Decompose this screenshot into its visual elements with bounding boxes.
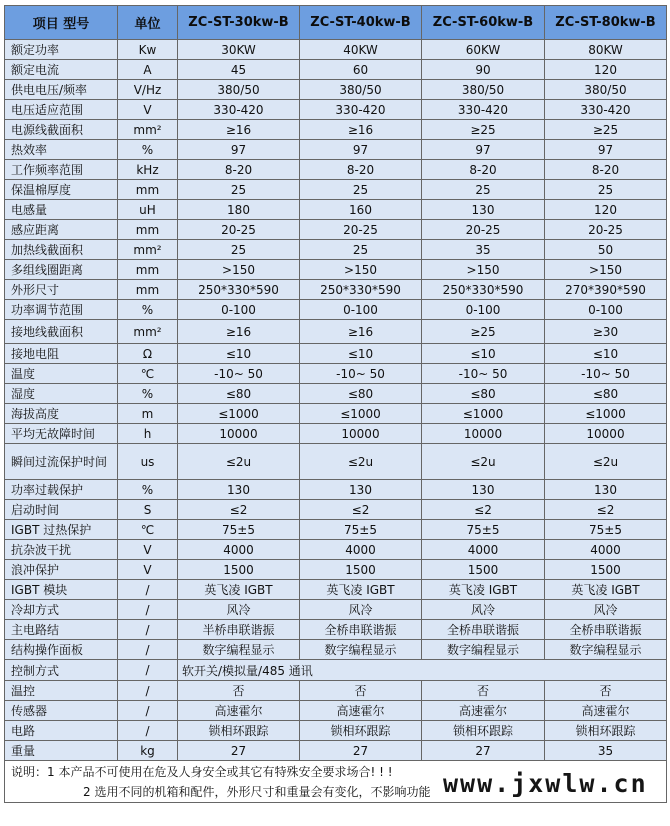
- table-row: [5, 520, 667, 540]
- header-model-2: ZC-ST-40kw-B: [300, 6, 422, 40]
- row-value: 80KW: [545, 40, 667, 60]
- row-value: ≥25: [422, 320, 545, 344]
- row-item: 接地线截面积: [5, 320, 118, 344]
- row-value: ≤2: [422, 500, 545, 520]
- row-value: >150: [178, 260, 300, 280]
- table-row: [5, 260, 667, 280]
- row-value: 否: [545, 681, 667, 701]
- row-value: 250*330*590: [178, 280, 300, 300]
- row-value: 1500: [422, 560, 545, 580]
- row-value: 4000: [545, 540, 667, 560]
- row-value: 45: [178, 60, 300, 80]
- watermark: www.jxwlw.cn: [443, 769, 648, 798]
- row-value: 250*330*590: [300, 280, 422, 300]
- row-value: 高速霍尔: [545, 701, 667, 721]
- table-row: [5, 444, 667, 480]
- row-item: 启动时间: [5, 500, 118, 520]
- row-value: -10~ 50: [300, 364, 422, 384]
- row-unit: %: [118, 384, 178, 404]
- row-item: 电压适应范围: [5, 100, 118, 120]
- row-value: 380/50: [545, 80, 667, 100]
- row-item: 主电路结: [5, 620, 118, 640]
- row-value: 97: [300, 140, 422, 160]
- row-value: 0-100: [422, 300, 545, 320]
- row-value: -10~ 50: [422, 364, 545, 384]
- row-unit: A: [118, 60, 178, 80]
- row-unit: mm²: [118, 320, 178, 344]
- row-value: >150: [545, 260, 667, 280]
- row-value: ≥16: [178, 320, 300, 344]
- row-value: 1500: [545, 560, 667, 580]
- row-value: 25: [178, 180, 300, 200]
- row-value: 否: [178, 681, 300, 701]
- row-value: 4000: [178, 540, 300, 560]
- row-value: 270*390*590: [545, 280, 667, 300]
- row-value: 25: [300, 180, 422, 200]
- row-value: ≤10: [422, 344, 545, 364]
- row-value: 25: [300, 240, 422, 260]
- table-row: [5, 721, 667, 741]
- row-value: 130: [422, 480, 545, 500]
- row-value: 否: [300, 681, 422, 701]
- row-item: 热效率: [5, 140, 118, 160]
- row-unit: /: [118, 620, 178, 640]
- row-value: 1500: [178, 560, 300, 580]
- row-value: 风冷: [422, 600, 545, 620]
- header-model-4: ZC-ST-80kw-B: [545, 6, 667, 40]
- row-value: 锁相环跟踪: [300, 721, 422, 741]
- table-row: [5, 640, 667, 660]
- row-unit: mm: [118, 220, 178, 240]
- row-value: 25: [422, 180, 545, 200]
- row-value: >150: [300, 260, 422, 280]
- row-value: 半桥串联谐振: [178, 620, 300, 640]
- header-model-1: ZC-ST-30kw-B: [178, 6, 300, 40]
- row-value: ≥25: [422, 120, 545, 140]
- row-value: 97: [178, 140, 300, 160]
- row-unit: V: [118, 100, 178, 120]
- row-value: ≤10: [178, 344, 300, 364]
- row-value: 英飞凌 IGBT: [545, 580, 667, 600]
- row-value: 50: [545, 240, 667, 260]
- table-row: [5, 300, 667, 320]
- row-value: 数字编程显示: [300, 640, 422, 660]
- row-unit: /: [118, 600, 178, 620]
- row-item: 冷却方式: [5, 600, 118, 620]
- row-unit: /: [118, 580, 178, 600]
- table-row: [5, 560, 667, 580]
- row-value: ≥30: [545, 320, 667, 344]
- row-item: 湿度: [5, 384, 118, 404]
- table-row: [5, 580, 667, 600]
- table-row: [5, 100, 667, 120]
- row-unit: /: [118, 660, 178, 681]
- table-row: [5, 344, 667, 364]
- table-row: [5, 220, 667, 240]
- row-unit: %: [118, 480, 178, 500]
- row-value: ≤2u: [300, 444, 422, 480]
- row-value: 高速霍尔: [178, 701, 300, 721]
- table-row: [5, 701, 667, 721]
- row-value: -10~ 50: [178, 364, 300, 384]
- row-value: 数字编程显示: [422, 640, 545, 660]
- row-value: 0-100: [300, 300, 422, 320]
- table-row: [5, 364, 667, 384]
- row-value: 25: [545, 180, 667, 200]
- row-value: 180: [178, 200, 300, 220]
- table-row: [5, 540, 667, 560]
- row-value: ≤1000: [422, 404, 545, 424]
- row-value: 130: [545, 480, 667, 500]
- row-value: 35: [422, 240, 545, 260]
- row-item: 平均无故障时间: [5, 424, 118, 444]
- row-value: ≤2u: [545, 444, 667, 480]
- row-value: 25: [178, 240, 300, 260]
- row-unit: mm: [118, 260, 178, 280]
- row-value: -10~ 50: [545, 364, 667, 384]
- row-value: 高速霍尔: [300, 701, 422, 721]
- row-value: ≤1000: [300, 404, 422, 424]
- table-row: [5, 620, 667, 640]
- row-value: 380/50: [178, 80, 300, 100]
- row-item: IGBT 模块: [5, 580, 118, 600]
- row-item: 浪冲保护: [5, 560, 118, 580]
- row-value: 130: [178, 480, 300, 500]
- row-value: 27: [422, 741, 545, 761]
- row-value: ≤1000: [178, 404, 300, 424]
- row-item: 结构操作面板: [5, 640, 118, 660]
- table-row: [5, 320, 667, 344]
- row-value: 英飞凌 IGBT: [422, 580, 545, 600]
- row-item: 抗杂波干扰: [5, 540, 118, 560]
- row-unit: Ω: [118, 344, 178, 364]
- row-value: ≤80: [422, 384, 545, 404]
- row-value: 8-20: [300, 160, 422, 180]
- row-value: ≤1000: [545, 404, 667, 424]
- row-unit: us: [118, 444, 178, 480]
- row-value: 330-420: [178, 100, 300, 120]
- row-value: 60: [300, 60, 422, 80]
- row-value: ≤80: [300, 384, 422, 404]
- row-unit: V: [118, 560, 178, 580]
- row-value: 75±5: [422, 520, 545, 540]
- row-value: ≤2u: [422, 444, 545, 480]
- row-value: 锁相环跟踪: [422, 721, 545, 741]
- row-unit: /: [118, 640, 178, 660]
- table-row: [5, 280, 667, 300]
- row-unit: kg: [118, 741, 178, 761]
- row-item: 重量: [5, 741, 118, 761]
- row-item: 温度: [5, 364, 118, 384]
- row-item: 额定功率: [5, 40, 118, 60]
- row-value: 130: [300, 480, 422, 500]
- row-unit: V/Hz: [118, 80, 178, 100]
- row-value: ≤80: [545, 384, 667, 404]
- row-value: ≤2: [178, 500, 300, 520]
- row-item: 外形尺寸: [5, 280, 118, 300]
- row-value: 10000: [178, 424, 300, 444]
- row-item: 加热线截面积: [5, 240, 118, 260]
- row-value: 10000: [300, 424, 422, 444]
- row-value: 锁相环跟踪: [178, 721, 300, 741]
- row-unit: m: [118, 404, 178, 424]
- row-value: ≤2u: [178, 444, 300, 480]
- row-value: 40KW: [300, 40, 422, 60]
- row-unit: mm²: [118, 240, 178, 260]
- row-value: 风冷: [545, 600, 667, 620]
- row-value: ≤10: [300, 344, 422, 364]
- row-value: ≥16: [178, 120, 300, 140]
- row-unit: ℃: [118, 364, 178, 384]
- row-item: 温控: [5, 681, 118, 701]
- row-item: 控制方式: [5, 660, 118, 681]
- table-row: [5, 424, 667, 444]
- row-item: 多组线圈距离: [5, 260, 118, 280]
- row-item: 接地电阻: [5, 344, 118, 364]
- table-row: [5, 741, 667, 761]
- table-row: [5, 160, 667, 180]
- table-row: [5, 180, 667, 200]
- row-value: 数字编程显示: [545, 640, 667, 660]
- table-row: [5, 60, 667, 80]
- row-value: 130: [422, 200, 545, 220]
- row-value: 97: [545, 140, 667, 160]
- row-unit: mm: [118, 180, 178, 200]
- row-value: 10000: [422, 424, 545, 444]
- row-item: 工作频率范围: [5, 160, 118, 180]
- row-value: 60KW: [422, 40, 545, 60]
- row-value: 20-25: [545, 220, 667, 240]
- header-row: [5, 6, 667, 40]
- row-value: ≤2: [545, 500, 667, 520]
- row-item: 电源线截面积: [5, 120, 118, 140]
- header-item: 项目 型号: [5, 6, 118, 40]
- row-unit: /: [118, 701, 178, 721]
- row-value: 英飞凌 IGBT: [178, 580, 300, 600]
- row-value: 4000: [300, 540, 422, 560]
- row-item: 保温棉厚度: [5, 180, 118, 200]
- row-item: 海拔高度: [5, 404, 118, 424]
- row-value: 20-25: [300, 220, 422, 240]
- note-line-1: 说明：1 本产品不可使用在危及人身安全或其它有特殊安全要求场合! ! !: [11, 764, 393, 779]
- row-item: 感应距离: [5, 220, 118, 240]
- row-value: 0-100: [545, 300, 667, 320]
- row-item: 功率调节范围: [5, 300, 118, 320]
- row-value: 1500: [300, 560, 422, 580]
- row-value: 30KW: [178, 40, 300, 60]
- table-row: [5, 120, 667, 140]
- row-value: 8-20: [422, 160, 545, 180]
- table-row: [5, 500, 667, 520]
- row-value: 75±5: [178, 520, 300, 540]
- row-value: 8-20: [178, 160, 300, 180]
- row-value: 250*330*590: [422, 280, 545, 300]
- row-value: 风冷: [300, 600, 422, 620]
- table-row: [5, 480, 667, 500]
- spec-table: [4, 5, 667, 803]
- row-value: 75±5: [545, 520, 667, 540]
- row-unit: uH: [118, 200, 178, 220]
- table-header: [5, 6, 667, 40]
- row-value: ≤10: [545, 344, 667, 364]
- table-row: [5, 600, 667, 620]
- table-row: [5, 80, 667, 100]
- row-value: 97: [422, 140, 545, 160]
- row-item: 供电电压/频率: [5, 80, 118, 100]
- row-value: 4000: [422, 540, 545, 560]
- row-unit: %: [118, 140, 178, 160]
- row-value: 35: [545, 741, 667, 761]
- row-item: 功率过载保护: [5, 480, 118, 500]
- row-value: 20-25: [422, 220, 545, 240]
- row-unit: mm: [118, 280, 178, 300]
- row-item: 额定电流: [5, 60, 118, 80]
- row-value: 英飞凌 IGBT: [300, 580, 422, 600]
- row-value: >150: [422, 260, 545, 280]
- row-unit: ℃: [118, 520, 178, 540]
- header-unit: 单位: [118, 6, 178, 40]
- table-row: [5, 404, 667, 424]
- row-value: 全桥串联谐振: [545, 620, 667, 640]
- row-unit: kHz: [118, 160, 178, 180]
- row-value: 27: [178, 741, 300, 761]
- row-unit: mm²: [118, 120, 178, 140]
- row-value: 8-20: [545, 160, 667, 180]
- row-unit: /: [118, 721, 178, 741]
- table-row: [5, 660, 667, 681]
- row-unit: V: [118, 540, 178, 560]
- row-value: 0-100: [178, 300, 300, 320]
- row-value: 27: [300, 741, 422, 761]
- row-value: 数字编程显示: [178, 640, 300, 660]
- row-value: ≤80: [178, 384, 300, 404]
- row-value: 330-420: [300, 100, 422, 120]
- row-value: 20-25: [178, 220, 300, 240]
- row-value: 120: [545, 200, 667, 220]
- table-row: [5, 681, 667, 701]
- table-row: [5, 40, 667, 60]
- row-unit: h: [118, 424, 178, 444]
- row-value: 否: [422, 681, 545, 701]
- table-row: [5, 140, 667, 160]
- row-value: 380/50: [300, 80, 422, 100]
- row-value: 全桥串联谐振: [300, 620, 422, 640]
- row-value: 75±5: [300, 520, 422, 540]
- row-value: 锁相环跟踪: [545, 721, 667, 741]
- row-value: 330-420: [545, 100, 667, 120]
- row-unit: Kw: [118, 40, 178, 60]
- row-value: 160: [300, 200, 422, 220]
- row-value: 风冷: [178, 600, 300, 620]
- header-model-3: ZC-ST-60kw-B: [422, 6, 545, 40]
- row-item: 电感量: [5, 200, 118, 220]
- note-line-2: 2 选用不同的机箱和配件，外形尺寸和重量会有变化，不影响功能: [83, 784, 431, 799]
- row-value: 330-420: [422, 100, 545, 120]
- table-row: [5, 384, 667, 404]
- row-value: ≥25: [545, 120, 667, 140]
- table-row: [5, 200, 667, 220]
- row-value: 380/50: [422, 80, 545, 100]
- row-unit: S: [118, 500, 178, 520]
- row-item: 瞬间过流保护时间: [5, 444, 118, 480]
- row-value: 90: [422, 60, 545, 80]
- row-value: 高速霍尔: [422, 701, 545, 721]
- row-value: 10000: [545, 424, 667, 444]
- row-value: 软开关/模拟量/485 通讯: [178, 660, 667, 681]
- row-item: 电路: [5, 721, 118, 741]
- row-value: 120: [545, 60, 667, 80]
- row-value: 全桥串联谐振: [422, 620, 545, 640]
- row-item: 传感器: [5, 701, 118, 721]
- row-value: ≤2: [300, 500, 422, 520]
- row-value: ≥16: [300, 120, 422, 140]
- row-item: IGBT 过热保护: [5, 520, 118, 540]
- table-row: [5, 240, 667, 260]
- row-value: ≥16: [300, 320, 422, 344]
- row-unit: /: [118, 681, 178, 701]
- row-unit: %: [118, 300, 178, 320]
- table-body: [5, 40, 667, 803]
